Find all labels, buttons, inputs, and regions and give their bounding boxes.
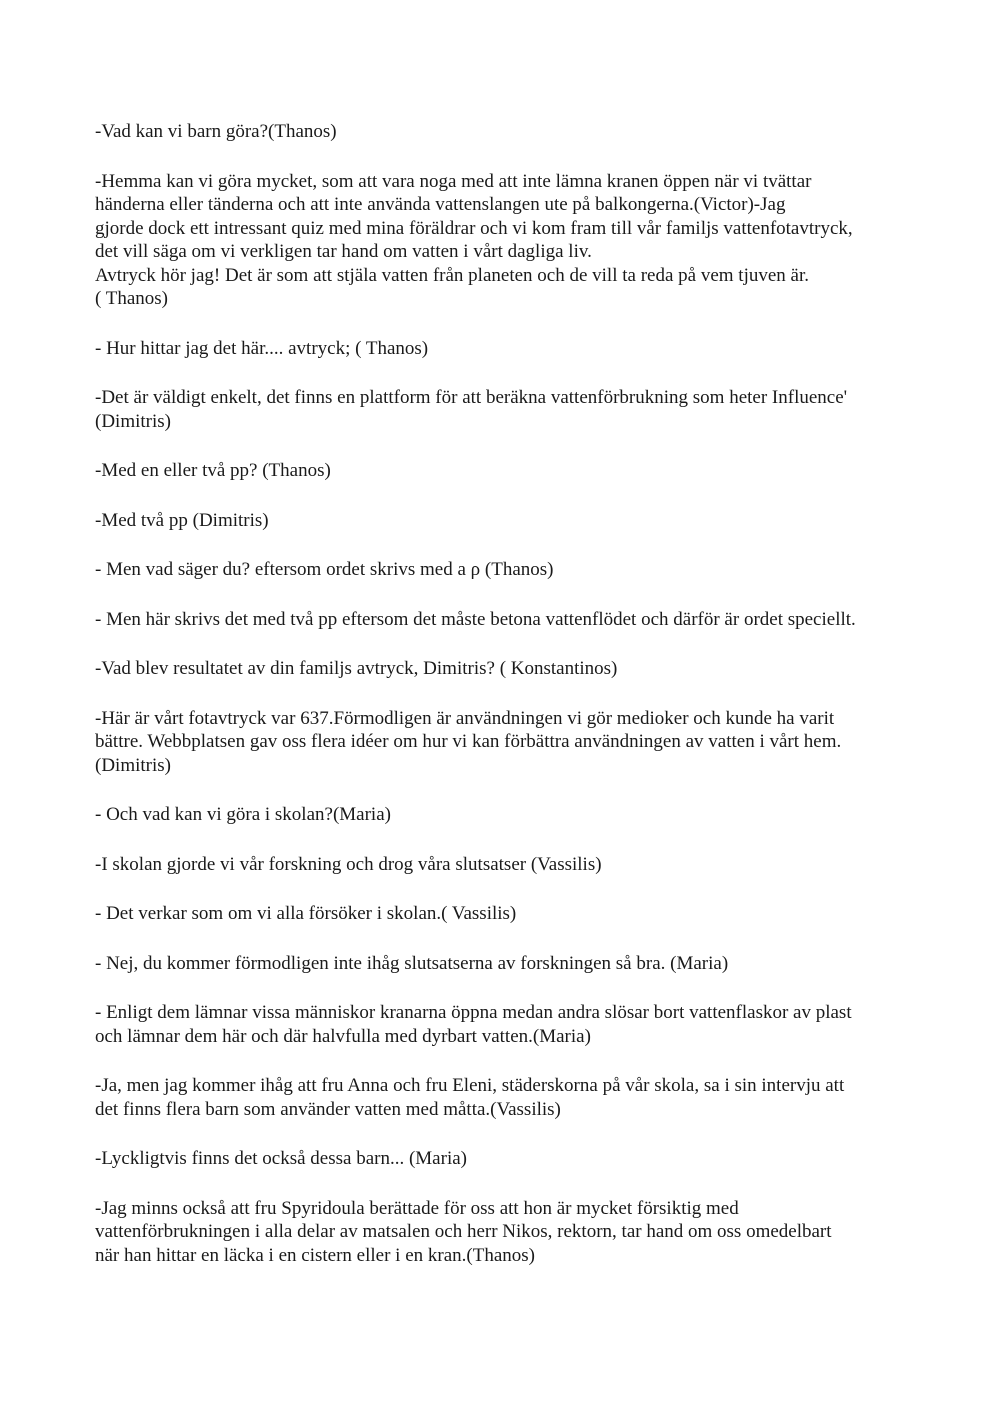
text-line: -Vad kan vi barn göra?(Thanos) bbox=[95, 121, 337, 142]
text-line: -Ja, men jag kommer ihåg att fru Anna och fru Eleni, städerskorna på vår skola, sa i sin intervju att bbox=[95, 1075, 845, 1096]
text-line: - Enligt dem lämnar vissa människor kranarna öppna medan andra slösar bort vattenflaskor av plast bbox=[95, 1002, 852, 1023]
text-line: - Men vad säger du? eftersom ordet skrivs med a ρ (Thanos) bbox=[95, 559, 554, 580]
paragraph-12 bbox=[95, 853, 915, 877]
text-line: -Lyckligtvis finns det också dessa barn... (Maria) bbox=[95, 1148, 467, 1169]
paragraph-7 bbox=[95, 558, 915, 582]
text-line: det finns flera barn som använder vatten med måtta.(Vassilis) bbox=[95, 1098, 561, 1120]
paragraph-6 bbox=[95, 509, 915, 533]
paragraph-1 bbox=[95, 120, 915, 144]
paragraph-9 bbox=[95, 657, 915, 681]
text-line: -Med en eller två pp? (Thanos) bbox=[95, 460, 331, 481]
text-line: -Här är vårt fotavtryck var 637.Förmodligen är användningen vi gör medioker och kunde ha varit bbox=[95, 707, 835, 729]
text-line: -Hemma kan vi göra mycket, som att vara noga med att inte lämna kranen öppen när vi tvättar bbox=[95, 170, 812, 192]
paragraph-2 bbox=[95, 170, 915, 311]
text-line: vattenförbrukningen i alla delar av matsalen och herr Nikos, rektorn, tar hand om oss omedelbart bbox=[95, 1221, 832, 1242]
paragraph-10 bbox=[95, 707, 915, 778]
document-page bbox=[95, 120, 915, 1293]
paragraph-11 bbox=[95, 803, 915, 827]
text-line: ( Thanos) bbox=[95, 288, 168, 309]
paragraph-17 bbox=[95, 1147, 915, 1171]
text-line: - Men här skrivs det med två pp eftersom det måste betona vattenflödet och därför är ordet speciellt. bbox=[95, 608, 856, 630]
paragraph-8 bbox=[95, 608, 915, 632]
text-line: -Det är väldigt enkelt, det finns en plattform för att beräkna vattenförbrukning som heter Influence' bbox=[95, 387, 848, 408]
text-line: när han hittar en läcka i en cistern eller i en kran.(Thanos) bbox=[95, 1244, 535, 1266]
paragraph-5 bbox=[95, 459, 915, 483]
text-line: -Jag minns också att fru Spyridoula berättade för oss att hon är mycket försiktig med bbox=[95, 1197, 739, 1219]
paragraph-15 bbox=[95, 1001, 915, 1048]
text-line: (Dimitris) bbox=[95, 754, 171, 776]
text-line: det vill säga om vi verkligen tar hand om vatten i vårt dagliga liv. bbox=[95, 241, 592, 262]
paragraph-16 bbox=[95, 1074, 915, 1121]
paragraph-14 bbox=[95, 952, 915, 976]
text-line: -I skolan gjorde vi vår forskning och drog våra slutsatser (Vassilis) bbox=[95, 853, 602, 875]
text-line: - Det verkar som om vi alla försöker i skolan.( Vassilis) bbox=[95, 903, 517, 924]
text-line: -Med två pp (Dimitris) bbox=[95, 509, 269, 531]
text-line: - Hur hittar jag det här.... avtryck; ( Thanos) bbox=[95, 337, 429, 359]
text-line: (Dimitris) bbox=[95, 410, 171, 432]
text-line: - Nej, du kommer förmodligen inte ihåg slutsatserna av forskningen så bra. (Maria) bbox=[95, 952, 729, 974]
paragraph-4 bbox=[95, 386, 915, 433]
text-line: Avtryck hör jag! Det är som att stjäla vatten från planeten och de vill ta reda på vem tjuven är. bbox=[95, 264, 809, 286]
text-line: -Vad blev resultatet av din familjs avtryck, Dimitris? ( Konstantinos) bbox=[95, 658, 618, 679]
text-line: gjorde dock ett intressant quiz med mina föräldrar och vi kom fram till vår familjs vattenfotavtryck, bbox=[95, 217, 853, 239]
paragraph-3 bbox=[95, 337, 915, 361]
paragraph-13 bbox=[95, 902, 915, 926]
text-line: bättre. Webbplatsen gav oss flera idéer om hur vi kan förbättra användningen av vatten i vårt hem. bbox=[95, 731, 842, 752]
text-line: händerna eller tänderna och att inte använda vattenslangen ute på balkongerna.(Victor)-Jag bbox=[95, 194, 786, 215]
paragraph-18 bbox=[95, 1197, 915, 1268]
text-line: - Och vad kan vi göra i skolan?(Maria) bbox=[95, 804, 391, 825]
text-line: och lämnar dem här och där halvfulla med dyrbart vatten.(Maria) bbox=[95, 1025, 591, 1047]
